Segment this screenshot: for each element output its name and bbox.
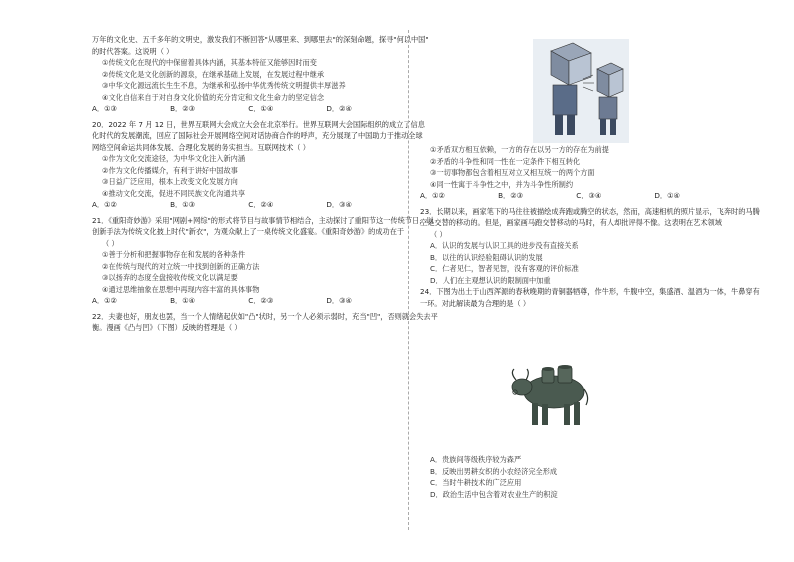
cartoon-figure-icon	[533, 39, 629, 143]
option-line: ③中华文化源远流长生生不息，为继承和弘扬中华优秀传统文明提供丰厚滋养	[102, 81, 346, 90]
question-line: 一环。对此解读最为合理的是（ ）	[420, 298, 531, 308]
option-line: ④推动文化交流，促进不同民族文化沟通共享	[102, 188, 246, 198]
option-line: ①善于分析和把握事物存在和发展的各种条件	[102, 250, 246, 259]
option-line: A．认识的发展与认识工具的进步没有直接关系	[430, 241, 579, 250]
answer-choice: D．①④	[654, 191, 680, 200]
answer-choice: C．②④	[248, 200, 274, 209]
answer-choice: C．①④	[248, 104, 274, 113]
option-line: ②传统文化是文化创新的源泉，在继承基础上发展，在发展过程中继承	[102, 69, 325, 79]
question-line: 22．夫妻也好，朋友也罢，当一个人情绪起伏如"凸"状时，另一个人必须示弱时，充当"凹"，否则就会失去平	[92, 311, 438, 321]
option-line: ①矛盾双方相互依赖，一方的存在以另一方的存在为前提	[430, 145, 609, 154]
question-line: 的时代答案。这说明（ ）	[92, 46, 174, 56]
answer-choice: A．①②	[92, 200, 117, 209]
question-line: 20．2022 年 7 月 12 日，世界互联网大会成立大会在北京举行。世界互联网大会国际组织的成立了信息	[92, 119, 425, 129]
column-divider	[408, 30, 409, 530]
answer-choices	[92, 199, 352, 211]
option-line: ④文化自信来自于对自身文化价值的充分肯定和文化生命力的坚定信念	[102, 92, 325, 102]
question-line: 空是交替的移动的。但是，画家画马跑交替移动的马时，有人却批评得不像。这表明在艺术领域	[420, 218, 722, 227]
option-line: ①传统文化在现代的中保留着具体内涵，其基本特征又能够因时而变	[102, 58, 317, 67]
answer-choice: D．③④	[326, 200, 352, 209]
answer-choice: D．②④	[326, 104, 352, 113]
option-line: C．仁者见仁，智者见智，没有客观的评价标准	[430, 264, 579, 273]
bronze-ox-vessel-icon	[508, 347, 594, 442]
option-line: ②在传统与现代的对立统一中找到创新的正确方法	[102, 261, 260, 271]
right-column	[420, 144, 760, 309]
option-line: ③以扬弃的态度全盘接收传统文化以满足要	[102, 273, 238, 282]
answer-choice: A．①②	[420, 191, 445, 200]
question-line: 24．下图为出土于山西浑源的春秋晚期的青铜器牺尊，作牛形，牛腹中空，集盛酒、温酒为一体，牛鼻穿有	[420, 287, 760, 296]
question-line: （ ）	[430, 229, 447, 239]
question-line: 21．《重阳奇妙游》采用"网剧+网综"的形式将节目与故事情节相结合，主动探讨了重阳节这一传统节日，以	[92, 215, 434, 225]
option-line: ②矛盾的斗争性和同一性在一定条件下相互转化	[430, 156, 581, 166]
answer-choice: B．①④	[170, 296, 196, 305]
answer-choice: B．②③	[170, 104, 196, 113]
answer-choices	[92, 295, 352, 307]
question-line: 网络空间命运共同体发展、合理化发展的务实担当。互联网技术（ ）	[92, 142, 310, 152]
answer-choice: C．②③	[248, 296, 274, 305]
option-line: ③日益广泛应用，根本上改变文化发展方向	[102, 177, 238, 186]
option-line: ④通过思维抽象在思想中再现内容丰富的具体事物	[102, 284, 260, 294]
option-line: ③一切事物都包含着相互对立又相互统一的两个方面	[430, 168, 595, 177]
left-column	[92, 34, 438, 334]
right-column-bottom	[420, 454, 710, 500]
option-line: ④同一性寓于斗争性之中，并为斗争性所制约	[430, 179, 574, 189]
answer-choices	[420, 190, 680, 202]
answer-choice: B．②③	[498, 191, 524, 200]
question-line: 衡。漫画《凸与凹》（下图）反映的哲理是（ ）	[92, 323, 242, 332]
answer-choices	[92, 103, 352, 115]
option-line: ②作为文化传播媒介，有利于讲好中国故事	[102, 165, 238, 175]
question-line: 化时代的发展潮流，回应了国际社会开展网络空间对话协商合作的呼声，充分展现了中国助力于推动全球	[92, 131, 423, 140]
option-line: D．人们在主观想认识的限制面中加重	[430, 275, 551, 285]
option-line: B．反映出男耕女织的小农经济完全形成	[430, 466, 558, 476]
question-line: 创新手法为传统文化披上时代"新衣"，为观众献上了一桌传统文化盛宴。《重阳奇妙游》的成功在于	[92, 227, 405, 236]
answer-choice: B．①③	[170, 200, 196, 209]
option-line: B．以往的认识经验阻碍认识的发展	[430, 252, 543, 262]
question-line: 万年的文化史、五千多年的文明史，激发我们不断回答"从哪里来、到哪里去"的深刻命题，探寻"何以中国"	[92, 35, 429, 44]
question-line: 23．长期以来，画家笔下的马往往被描绘成奔跑或腾空的状态，然而，高速相机的照片显示，飞奔时的马腾	[420, 206, 760, 216]
option-line: ①作为文化交流途径，为中华文化注入新内涵	[102, 154, 246, 163]
option-line: A．贵族间等级秩序较为森严	[430, 455, 522, 464]
answer-choice: C．③④	[576, 191, 602, 200]
option-line: C．当时牛耕技术的广泛应用	[430, 478, 522, 487]
answer-choice: A．①②	[92, 296, 117, 305]
question-line: （ ）	[102, 238, 119, 248]
answer-choice: A．①③	[92, 104, 117, 113]
answer-choice: D．③④	[326, 296, 352, 305]
option-line: D．政治生活中包含着对农业生产的积淀	[430, 489, 558, 499]
